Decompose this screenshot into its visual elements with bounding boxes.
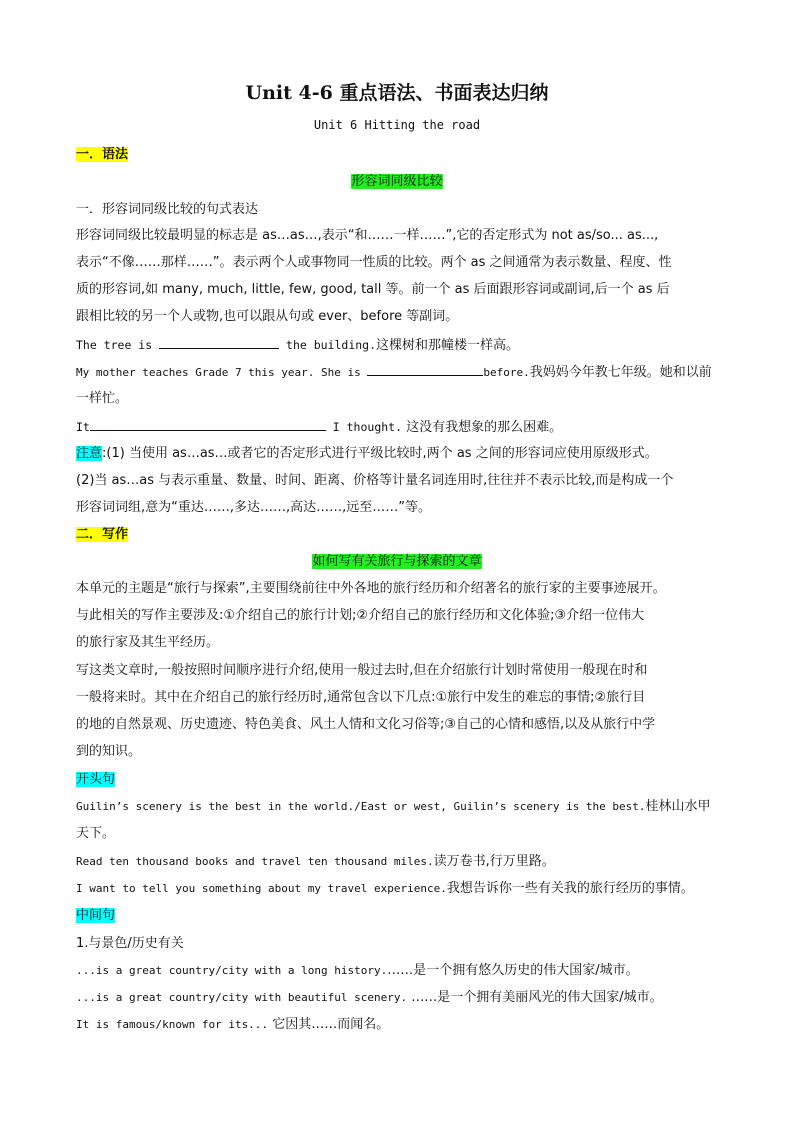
example-text: Read ten thousand books and travel ten thousand miles. — [76, 855, 434, 868]
subheading: 一．形容词同级比较的句式表达 — [76, 202, 259, 217]
example-text: The tree is — [76, 338, 160, 352]
example-sentence — [76, 988, 721, 1008]
example-translation: 桂林山水甲 — [645, 799, 711, 814]
paragraph-line: 跟相比较的另一个人或物,也可以跟从句或 ever、before 等副词。 — [76, 309, 459, 324]
subheading: 1.与景色/历史有关 — [76, 936, 184, 951]
paragraph-line: 写这类文章时,一般按照时间顺序进行介绍,使用一般过去时,但在介绍旅行计划时常使用一般现在时和 — [76, 663, 648, 678]
example-translation: 这没有我想象的那么困难。 — [402, 420, 563, 435]
paragraph-line: 本单元的主题是“旅行与探索”,主要围绕前往中外各地的旅行经历和介绍著名的旅行家的主要事迹展开。 — [76, 581, 666, 596]
section-heading-text: 二．写作 — [76, 527, 129, 542]
fill-blank[interactable] — [367, 362, 483, 376]
example-text: I thought. — [325, 420, 403, 434]
page-subtitle: Unit 6 Hitting the road — [313, 118, 481, 132]
paragraph-line: 表示“不像……那样……”。表示两个人或事物同一性质的比较。两个 as 之间通常为表示数量、程度、性 — [76, 255, 672, 270]
example-sentence — [76, 417, 721, 438]
example-text: the building. — [279, 338, 377, 352]
paragraph-line: 一般将来时。其中在介绍自己的旅行经历时,通常包含以下几点:①旅行中发生的难忘的事情;②旅行目 — [76, 690, 646, 705]
paragraph-line: 与此相关的写作主要涉及:①介绍自己的旅行计划;②介绍自己的旅行经历和文化体验;③介绍一位伟大 — [76, 608, 645, 623]
example-sentence — [76, 797, 721, 817]
example-translation: 我想告诉你一些有关我的旅行经历的事情。 — [446, 881, 694, 896]
section-heading-text: 一．语法 — [76, 147, 129, 162]
section-heading-writing — [76, 525, 721, 545]
example-translation-cont: 一样忙。 — [76, 391, 129, 406]
page-title: Unit 4-6 重点语法、书面表达归纳 — [245, 82, 549, 104]
label-middle — [76, 906, 721, 926]
example-text: I want to tell you something about my travel experience. — [76, 882, 447, 895]
example-translation: ……是一个拥有美丽风光的伟大国家/城市。 — [407, 990, 663, 1005]
note-text: :(1) 当使用 as…as…或者它的否定形式进行平级比较时,两个 as 之间的形容词应使用原级形式。 — [102, 446, 658, 461]
note-line — [76, 444, 721, 464]
example-translation: ……是一个拥有悠久历史的伟大国家/城市。 — [387, 963, 639, 978]
topic-heading-text: 如何写有关旅行与探索的文章 — [312, 554, 482, 569]
example-sentence — [76, 362, 721, 383]
example-sentence — [76, 961, 721, 981]
example-sentence — [76, 1015, 721, 1035]
topic-heading-comparison — [0, 172, 794, 192]
label-text: 开头句 — [76, 772, 116, 787]
note-line: (2)当 as…as 与表示重量、数量、时间、距离、价格等计量名词连用时,往往并不表示比较,而是构成一个 — [76, 473, 674, 488]
label-text: 中间句 — [76, 908, 116, 923]
example-translation: 这棵树和那幢楼一样高。 — [376, 338, 520, 353]
example-text: Guilin’s scenery is the best in the world./East or west, Guilin’s scenery is the best. — [76, 800, 646, 813]
example-text: ...is a great country/city with beautiful scenery. — [76, 991, 408, 1004]
paragraph-line: 到的知识。 — [76, 744, 142, 759]
paragraph-line: 形容词同级比较最明显的标志是 as…as…,表示“和……一样……”,它的否定形式为 not as/so... as..., — [76, 228, 659, 243]
example-sentence — [76, 879, 721, 899]
topic-heading-text: 形容词同级比较 — [351, 174, 443, 189]
section-heading-grammar — [76, 145, 721, 165]
example-text: It is famous/known for its... — [76, 1018, 269, 1031]
example-text: ...is a great country/city with a long history. — [76, 964, 388, 977]
example-sentence — [76, 852, 721, 872]
paragraph-line: 质的形容词,如 many, much, little, few, good, tall 等。前一个 as 后面跟形容词或副词,后一个 as 后 — [76, 282, 670, 297]
example-translation: 它因其……而闻名。 — [268, 1017, 390, 1032]
example-text: It — [76, 420, 90, 434]
note-line: 形容词词组,意为“重达……,多达……,高达……,远至……”等。 — [76, 500, 431, 515]
example-sentence — [76, 335, 721, 356]
example-translation: 我妈妈今年教七年级。她和以前 — [529, 365, 712, 380]
paragraph-line: 的旅行家及其生平经历。 — [76, 635, 220, 650]
example-text: before. — [483, 366, 530, 379]
topic-heading-travel — [0, 552, 794, 572]
example-translation: 读万卷书,行万里路。 — [433, 854, 555, 869]
example-text: My mother teaches Grade 7 this year. She is — [76, 366, 368, 379]
label-opening — [76, 770, 721, 790]
note-label: 注意 — [76, 446, 103, 461]
fill-blank[interactable] — [90, 417, 326, 431]
paragraph-line: 的地的自然景观、历史遗迹、特色美食、风土人情和文化习俗等;③自己的心情和感悟,以及从旅行中学 — [76, 717, 656, 732]
fill-blank[interactable] — [159, 335, 279, 349]
example-translation-cont: 天下。 — [76, 826, 116, 841]
